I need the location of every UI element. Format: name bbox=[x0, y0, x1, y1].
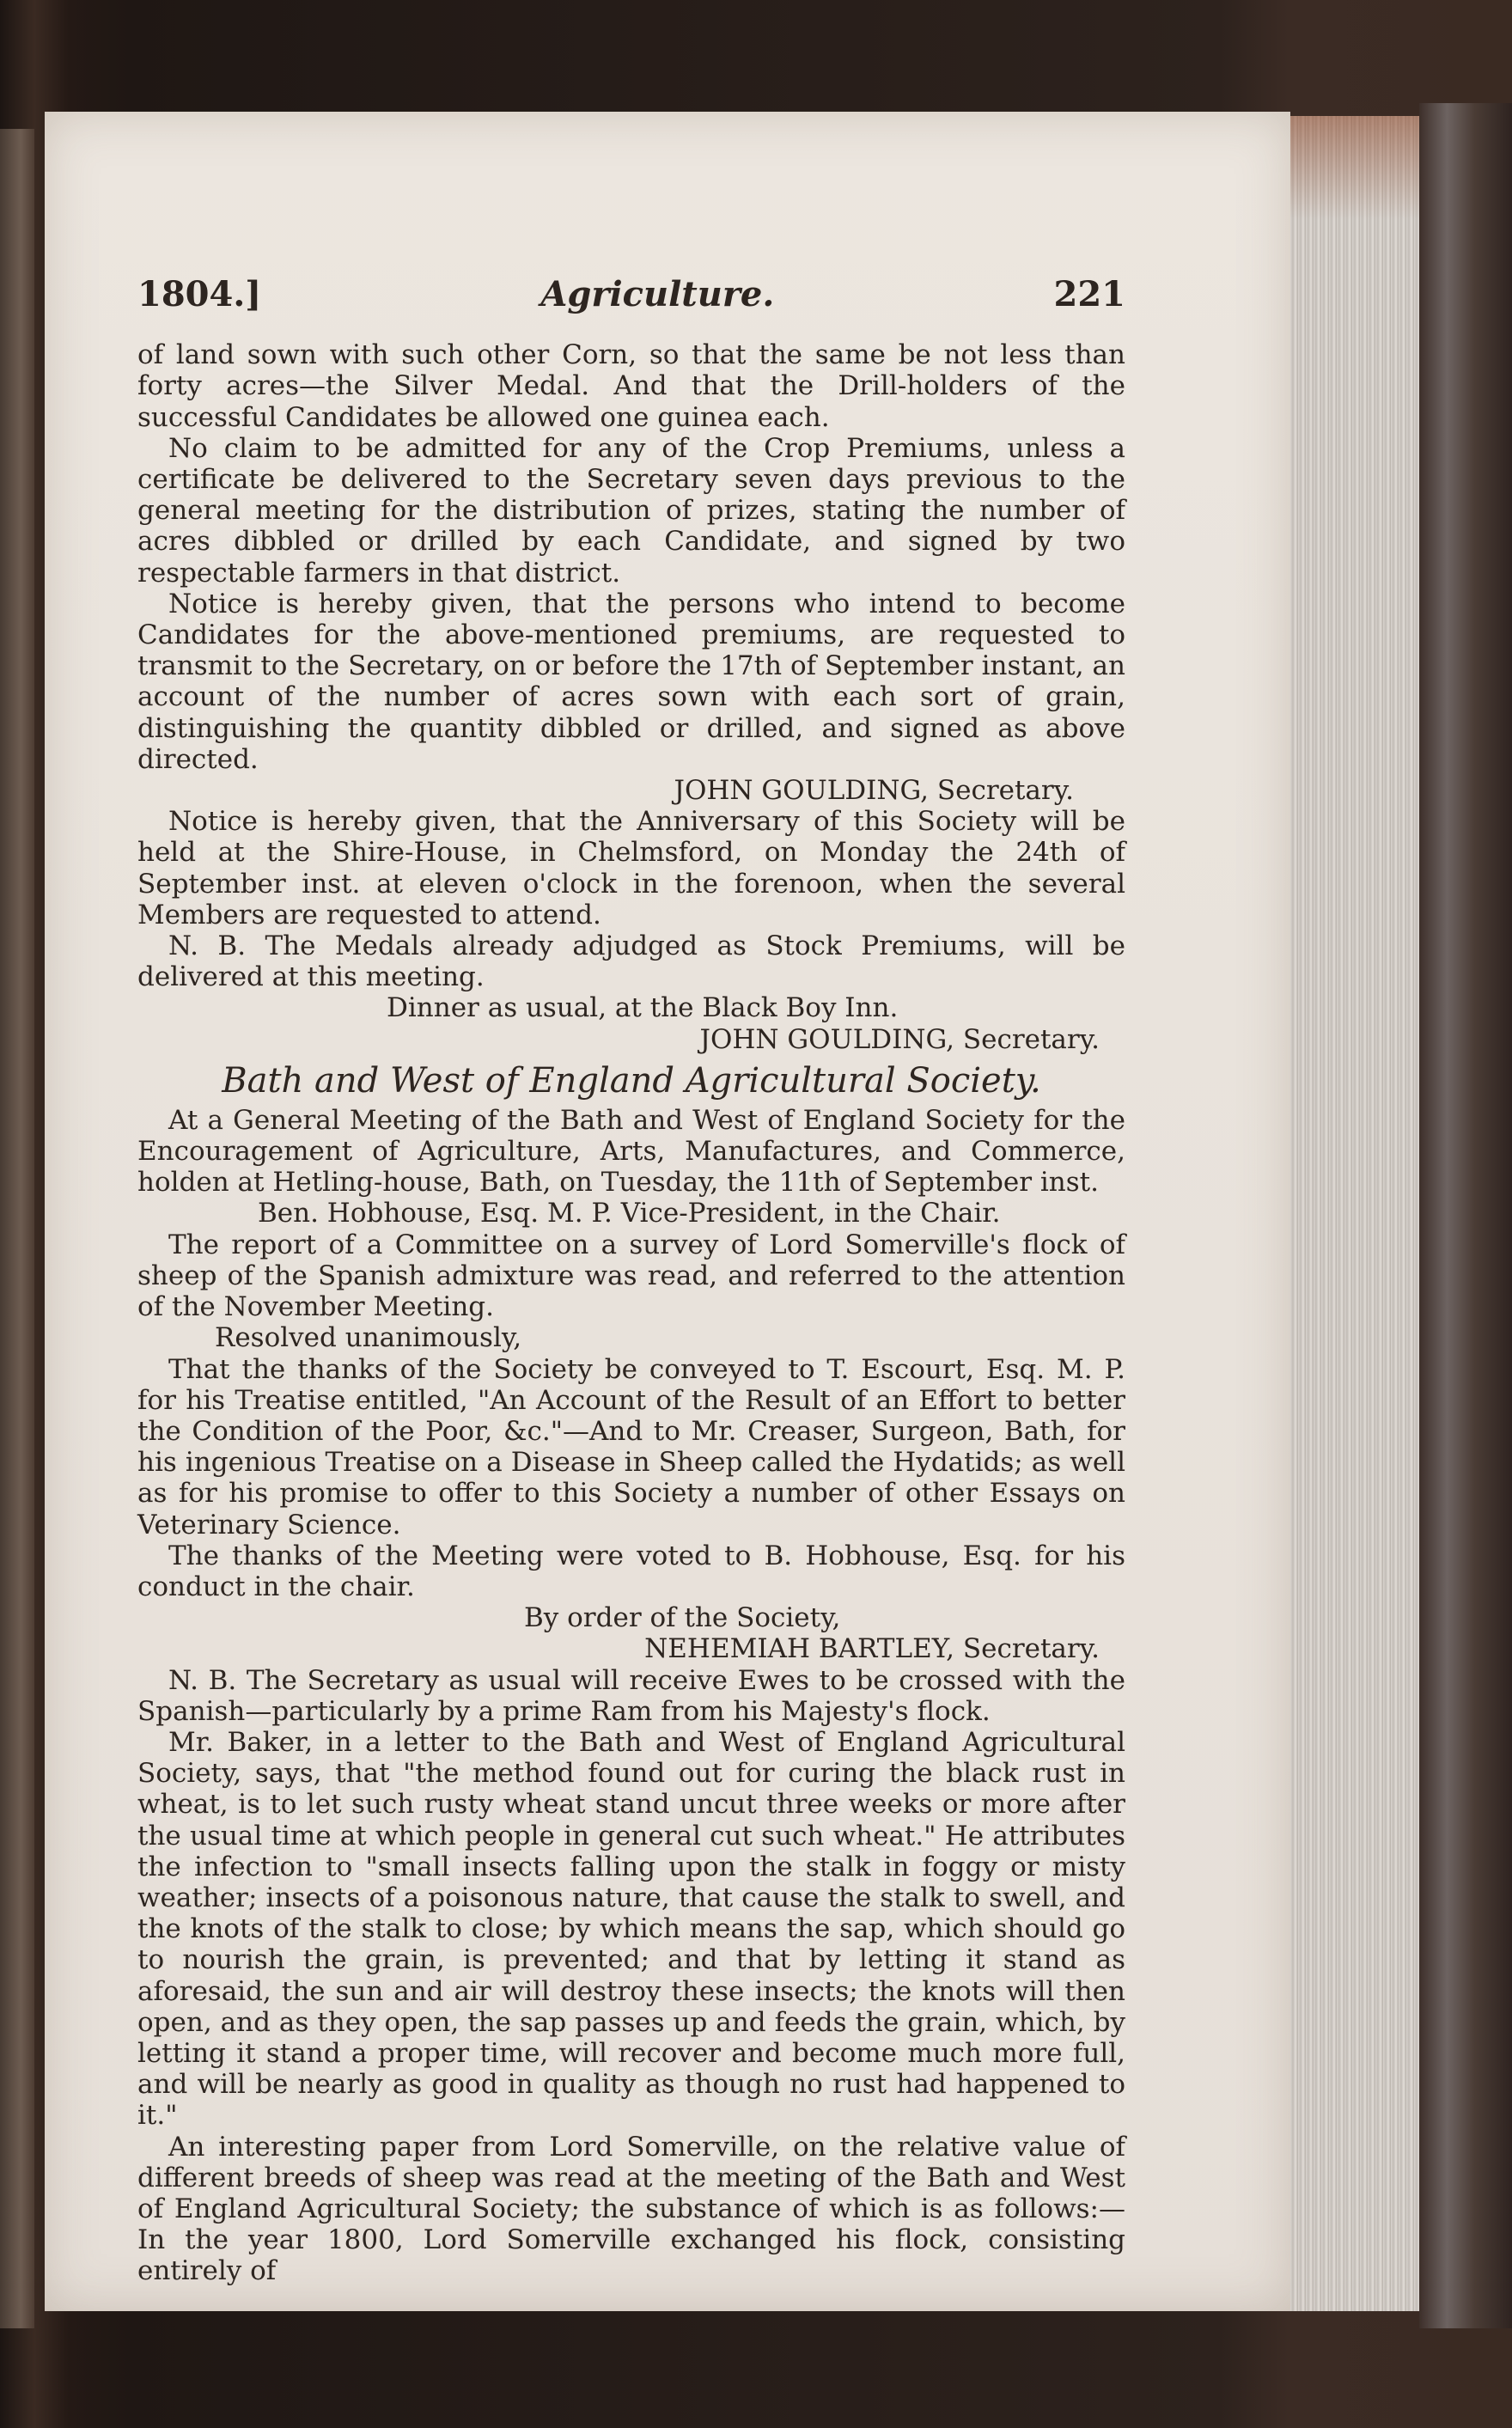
page-text bbox=[137, 274, 1125, 2287]
by-order-line: By order of the Society, bbox=[524, 1602, 841, 1634]
chair-line: Ben. Hobhouse, Esq. M. P. Vice-President, in the Chair. bbox=[258, 1198, 1001, 1229]
signature: NEHEMIAH BARTLEY, Secretary. bbox=[644, 1633, 1100, 1665]
signature: JOHN GOULDING, Secretary. bbox=[674, 775, 1074, 807]
header-year: 1804.] bbox=[137, 274, 262, 314]
page-number: 221 bbox=[1053, 274, 1125, 314]
paragraph: N. B. The Secretary as usual will receive Ewes to be crossed with the Spanish—particularly by a prime Ram from his Majesty's flock. bbox=[137, 1664, 1125, 1727]
paragraph: The thanks of the Meeting were voted to B. Hobhouse, Esq. for his conduct in the chair. bbox=[137, 1540, 1125, 1602]
paragraph: Mr. Baker, in a letter to the Bath and West of England Agricultural Society, says, that "the method found out for curing the black rust in wheat, is to let such rusty wheat stand uncut three weeks or more after the usual time at which people in general cut such wheat." He attributes the infection to "small insects falling upon the stalk in foggy or misty weather; insects of a poisonous nature, that cause the stalk to swell, and the knots of the stalk to close; by which means the sap, which should go to nourish the grain, is prevented; and that by letting it stand as aforesaid, the sun and air will destroy these insects; the knots will then open, and as they open, the sap passes up and feeds the grain, which, by letting it stand a proper time, will recover and become much more full, and will be nearly as good in quality as though no rust had happened to it." bbox=[137, 1726, 1125, 2132]
paragraph: Notice is hereby given, that the persons who intend to become Candidates for the above-mentioned premiums, are requested to transmit to the Secretary, on or before the 17th of September instant, an account of the number of acres sown with each sort of grain, distinguishing the quantity dibbled or drilled, and signed as above directed. bbox=[137, 588, 1125, 775]
paragraph: N. B. The Medals already adjudged as Stock Premiums, will be delivered at this meeting. bbox=[137, 930, 1125, 993]
page-block-edge bbox=[1290, 116, 1419, 2311]
paragraph: The report of a Committee on a survey of Lord Somerville's flock of sheep of the Spanish admixture was read, and referred to the attention of the November Meeting. bbox=[137, 1229, 1125, 1323]
paragraph: At a General Meeting of the Bath and West of England Society for the Encouragement of Agriculture, Arts, Manufactures, and Commerce, holden at Hetling-house, Bath, on Tuesday, the 11th of September inst. bbox=[137, 1104, 1125, 1199]
paragraph: No claim to be admitted for any of the Crop Premiums, unless a certificate be delivered to the Secretary seven days previous to the general meeting for the distribution of prizes, stating the number of acres dibbled or drilled by each Candidate, and signed by two respectable farmers in that district. bbox=[137, 432, 1125, 589]
section-heading: Bath and West of England Agricultural Society. bbox=[222, 1060, 1041, 1101]
paragraph: That the thanks of the Society be conveyed to T. Escourt, Esq. M. P. for his Treatise entitled, "An Account of the Result of an Effort to better the Condition of the Poor, &c."—And to Mr. Creaser, Surgeon, Bath, for his ingenious Treatise on a Disease in Sheep called the Hydatids; as well as for his promise to offer to this Society a number of other Essays on Veterinary Science. bbox=[137, 1353, 1125, 1540]
paragraph: An interesting paper from Lord Somerville, on the relative value of different breeds of sheep was read at the meeting of the Bath and West of England Agricultural Society; the substance of which is as follows:—In the year 1800, Lord Somerville exchanged his flock, consisting entirely of bbox=[137, 2131, 1125, 2287]
paragraph: of land sown with such other Corn, so that the same be not less than forty acres—the Silver Medal. And that the Drill-holders of the successful Candidates be allowed one guinea each. bbox=[137, 339, 1125, 433]
dinner-line: Dinner as usual, at the Black Boy Inn. bbox=[387, 992, 899, 1024]
signature: JOHN GOULDING, Secretary. bbox=[699, 1023, 1100, 1055]
resolved-line: Resolved unanimously, bbox=[215, 1322, 522, 1354]
running-header bbox=[137, 274, 1125, 314]
left-page-edge bbox=[0, 129, 34, 2328]
header-title: Agriculture. bbox=[540, 274, 775, 314]
book-cover bbox=[1419, 103, 1512, 2328]
paragraph: Notice is hereby given, that the Anniversary of this Society will be held at the Shire-House, in Chelmsford, on Monday the 24th of September inst. at eleven o'clock in the forenoon, when the several Members are requested to attend. bbox=[137, 806, 1125, 930]
